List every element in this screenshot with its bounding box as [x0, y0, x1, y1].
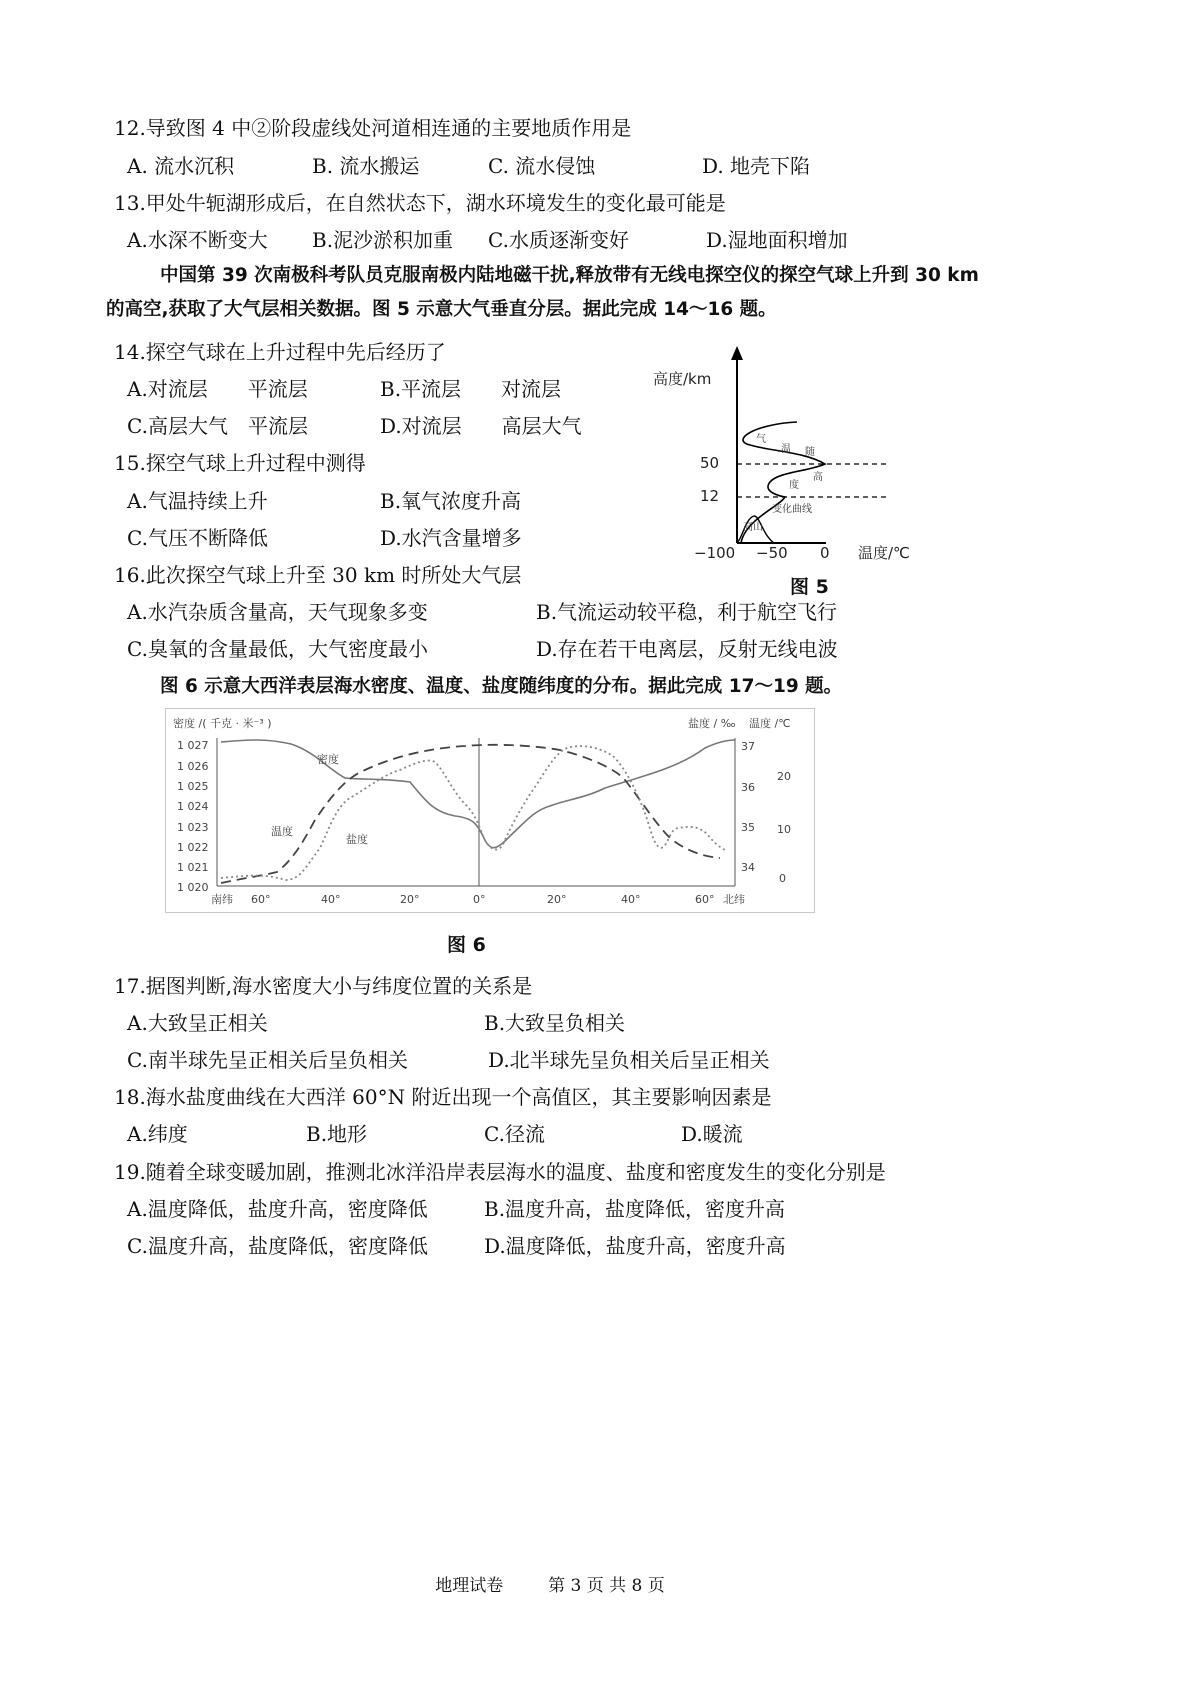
fig6-temp-tick-0: 0 — [779, 872, 786, 885]
question-18-option-d: D.暖流 — [681, 1122, 743, 1146]
fig6-x-tick-20s: 20° — [400, 893, 420, 906]
question-12-option-b: B. 流水搬运 — [312, 154, 420, 178]
fig6-left-tick-1022: 1 022 — [177, 841, 209, 854]
fig5-curve-char-5: 度 — [789, 480, 799, 491]
question-12-option-a: A. 流水沉积 — [127, 154, 235, 178]
question-19-option-b: B.温度升高，盐度降低，密度升高 — [484, 1197, 786, 1221]
fig5-mountain-label: 高山 — [743, 522, 763, 533]
figure-5-atmosphere-diagram — [650, 344, 920, 574]
question-15-option-b: B.氧气浓度升高 — [380, 489, 522, 513]
fig6-right-axis-title-temp: 温度 /℃ — [749, 717, 791, 730]
page-footer — [0, 1571, 1100, 1596]
fig6-temp-tick-10: 10 — [777, 823, 791, 836]
question-12-stem: 12.导致图 4 中②阶段虚线处河道相连通的主要地质作用是 — [114, 116, 632, 140]
fig6-temp-tick-20: 20 — [777, 770, 791, 783]
question-14-option-b: B.平流层 对流层 — [380, 377, 562, 401]
fig6-left-tick-1024: 1 024 — [177, 800, 209, 813]
question-19-option-c: C.温度升高，盐度降低，密度降低 — [127, 1234, 428, 1258]
question-16-stem: 16.此次探空气球上升至 30 km 时所处大气层 — [114, 563, 522, 587]
question-15-option-c: C.气压不断降低 — [127, 526, 268, 550]
footer-page-number: 第 3 页 共 8 页 — [548, 1576, 665, 1596]
footer-subject: 地理试卷 — [435, 1576, 504, 1596]
intro-14-16-line1: 中国第 39 次南极科考队员克服南极内陆地磁干扰,释放带有无线电探空仪的探空气球上升到 30 km — [160, 265, 979, 286]
question-17-option-b: B.大致呈负相关 — [484, 1011, 626, 1035]
fig5-curve-char-4: 高 — [813, 472, 823, 483]
fig6-left-tick-1025: 1 025 — [177, 780, 209, 793]
question-18-option-c: C.径流 — [484, 1122, 545, 1146]
fig5-curve-char-3: 随 — [805, 447, 815, 458]
fig6-salinity-tick-34: 34 — [741, 861, 755, 874]
question-16-option-c: C.臭氧的含量最低，大气密度最小 — [127, 637, 428, 661]
fig6-x-tick-40n: 40° — [621, 893, 641, 906]
fig6-x-tick-0: 0° — [473, 893, 486, 906]
question-19-option-a: A.温度降低，盐度升高，密度降低 — [127, 1197, 428, 1221]
fig5-x-tick-neg100: −100 — [694, 544, 736, 562]
question-12-option-c: C. 流水侵蚀 — [488, 154, 596, 178]
question-16-option-b: B.气流运动较平稳，利于航空飞行 — [536, 600, 838, 624]
fig5-x-tick-neg50: −50 — [756, 544, 788, 562]
question-12-option-d: D. 地壳下陷 — [702, 154, 811, 178]
fig6-left-tick-1027: 1 027 — [177, 739, 209, 752]
fig6-left-tick-1026: 1 026 — [177, 760, 209, 773]
fig6-left-tick-1020: 1 020 — [177, 881, 209, 894]
figure-5-caption: 图 5 — [790, 576, 829, 598]
fig5-y-axis-label: 高度/km — [653, 370, 712, 388]
question-17-option-a: A.大致呈正相关 — [127, 1011, 268, 1035]
fig5-x-axis-label: 温度/℃ — [858, 544, 910, 562]
question-17-option-c: C.南半球先呈正相关后呈负相关 — [127, 1048, 408, 1072]
fig6-salinity-tick-37: 37 — [741, 740, 755, 753]
question-14-option-d: D.对流层 高层大气 — [380, 414, 582, 438]
fig6-x-tick-20n: 20° — [547, 893, 567, 906]
fig5-curve-label-tail: 变化曲线 — [772, 504, 812, 515]
question-13-option-b: B.泥沙淤积加重 — [312, 228, 454, 252]
fig5-curve-char-2: 温 — [781, 444, 791, 455]
fig6-x-label-south: 南纬 — [211, 893, 233, 906]
fig6-left-axis-title: 密度 /( 千克 · 米⁻³ ) — [173, 717, 272, 730]
question-18-stem: 18.海水盐度曲线在大西洋 60°N 附近出现一个高值区，其主要影响因素是 — [114, 1085, 772, 1109]
fig5-x-tick-0: 0 — [820, 544, 830, 562]
intro-14-16-line2: 的高空,获取了大气层相关数据。图 5 示意大气垂直分层。据此完成 14～16 题。 — [106, 299, 777, 320]
question-17-option-d: D.北半球先呈负相关后呈正相关 — [488, 1048, 770, 1072]
fig6-right-axis-title-salinity: 盐度 / ‰ — [688, 717, 736, 730]
question-14-stem: 14.探空气球在上升过程中先后经历了 — [114, 340, 446, 364]
fig6-label-temperature: 温度 — [271, 825, 293, 838]
question-13-option-c: C.水质逐渐变好 — [488, 228, 629, 252]
question-17-stem: 17.据图判断,海水密度大小与纬度位置的关系是 — [114, 974, 533, 998]
fig5-y-tick-12: 12 — [700, 487, 720, 505]
question-16-option-d: D.存在若干电离层，反射无线电波 — [536, 637, 838, 661]
question-16-option-a: A.水汽杂质含量高，天气现象多变 — [127, 600, 428, 624]
question-14-option-a: A.对流层 平流层 — [127, 377, 308, 401]
question-13-stem: 13.甲处牛轭湖形成后，在自然状态下，湖水环境发生的变化最可能是 — [114, 191, 726, 215]
question-15-stem: 15.探空气球上升过程中测得 — [114, 451, 366, 475]
question-14-option-c: C.高层大气 平流层 — [127, 414, 308, 438]
fig6-label-salinity: 盐度 — [346, 833, 368, 846]
fig6-x-tick-40s: 40° — [321, 893, 341, 906]
fig6-salinity-tick-35: 35 — [741, 821, 755, 834]
question-15-option-a: A.气温持续上升 — [127, 489, 268, 513]
figure-6-ocean-chart — [165, 708, 815, 913]
intro-17-19: 图 6 示意大西洋表层海水密度、温度、盐度随纬度的分布。据此完成 17～19 题。 — [160, 676, 843, 697]
question-18-option-a: A.纬度 — [127, 1122, 188, 1146]
fig6-x-tick-60s: 60° — [251, 893, 271, 906]
figure-6-caption: 图 6 — [447, 934, 486, 956]
fig5-curve-char-1: 气 — [756, 434, 766, 445]
fig6-x-tick-60n: 60° — [695, 893, 715, 906]
fig6-x-label-north: 北纬 — [723, 893, 745, 906]
question-13-option-a: A.水深不断变大 — [127, 228, 268, 252]
fig6-salinity-tick-36: 36 — [741, 781, 755, 794]
fig6-label-density: 密度 — [317, 753, 339, 766]
question-13-option-d: D.湿地面积增加 — [706, 228, 848, 252]
question-15-option-d: D.水汽含量增多 — [380, 526, 522, 550]
fig5-y-tick-50: 50 — [700, 454, 720, 472]
fig6-left-tick-1021: 1 021 — [177, 861, 209, 874]
question-18-option-b: B.地形 — [306, 1122, 368, 1146]
question-19-option-d: D.温度降低，盐度升高，密度升高 — [484, 1234, 786, 1258]
question-19-stem: 19.随着全球变暖加剧，推测北冰洋沿岸表层海水的温度、盐度和密度发生的变化分别是 — [114, 1160, 886, 1184]
fig6-left-tick-1023: 1 023 — [177, 821, 209, 834]
